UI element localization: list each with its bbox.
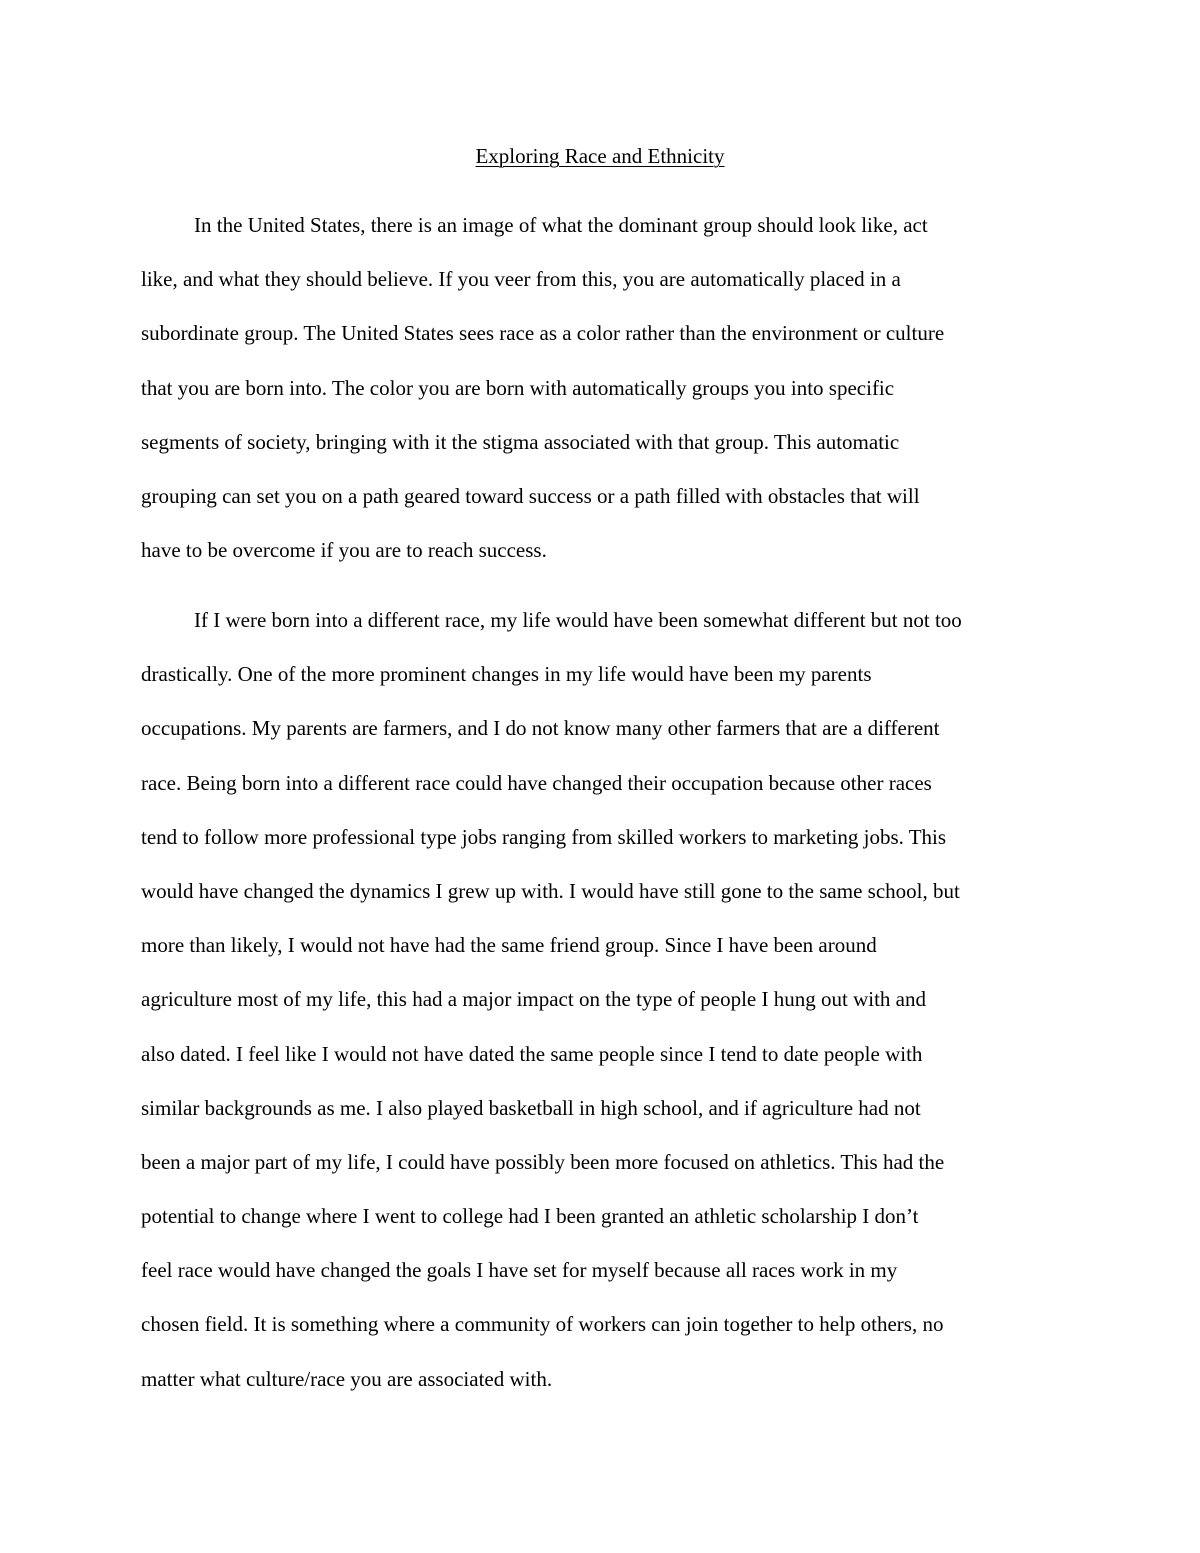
text-line: feel race would have changed the goals I have set for myself because all races work in my <box>141 1258 898 1283</box>
text-line: been a major part of my life, I could have possibly been more focused on athletics. This had the <box>141 1149 945 1174</box>
text-line: chosen field. It is something where a community of workers can join together to help others, no <box>141 1312 944 1337</box>
text-line: that you are born into. The color you are born with automatically groups you into specific <box>141 375 895 400</box>
paragraph-1 <box>141 210 1061 589</box>
text-line: have to be overcome if you are to reach success. <box>141 538 547 563</box>
text-line: also dated. I feel like I would not have dated the same people since I tend to date people with <box>141 1041 923 1066</box>
text-line: like, and what they should believe. If you veer from this, you are automatically placed in a <box>141 267 901 292</box>
text-line: If I were born into a different race, my life would have been somewhat different but not too <box>194 608 962 632</box>
text-line: occupations. My parents are farmers, and I do not know many other farmers that are a different <box>141 716 940 741</box>
text-line: potential to change where I went to college had I been granted an athletic scholarship I don’t <box>141 1204 919 1229</box>
document-title: Exploring Race and Ethnicity <box>475 144 725 168</box>
text-line: In the United States, there is an image of what the dominant group should look like, act <box>194 213 928 237</box>
text-line: more than likely, I would not have had the same friend group. Since I have been around <box>141 933 877 958</box>
text-line: grouping can set you on a path geared toward success or a path filled with obstacles that will <box>141 483 920 508</box>
text-line: agriculture most of my life, this had a major impact on the type of people I hung out with and <box>141 987 926 1012</box>
paragraph-2 <box>141 605 1061 1418</box>
text-line: drastically. One of the more prominent changes in my life would have been my parents <box>141 662 872 687</box>
text-line: similar backgrounds as me. I also played basketball in high school, and if agriculture had not <box>141 1095 921 1120</box>
text-line: tend to follow more professional type jobs ranging from skilled workers to marketing jobs. This <box>141 824 947 849</box>
text-line: matter what culture/race you are associated with. <box>141 1366 553 1391</box>
text-line: race. Being born into a different race could have changed their occupation because other races <box>141 770 932 795</box>
text-line: segments of society, bringing with it the stigma associated with that group. This automatic <box>141 429 900 454</box>
text-line: would have changed the dynamics I grew up with. I would have still gone to the same school, but <box>141 878 960 903</box>
text-line: subordinate group. The United States sees race as a color rather than the environment or culture <box>141 321 945 346</box>
